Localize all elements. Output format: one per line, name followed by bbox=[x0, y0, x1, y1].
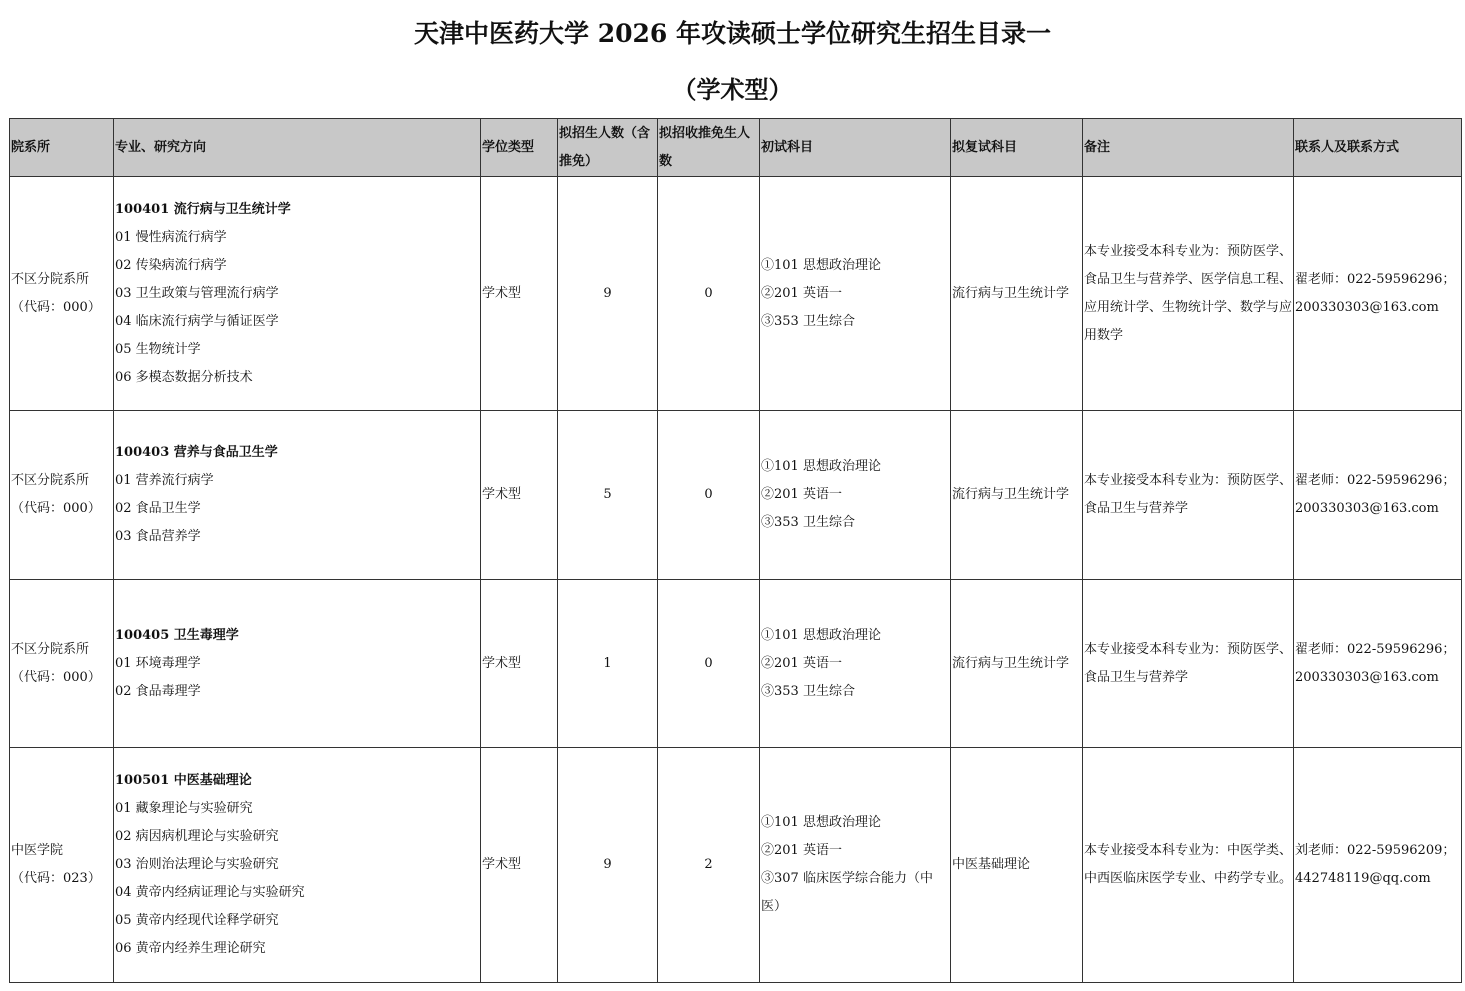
planned-count-cell: 9 bbox=[558, 748, 658, 983]
remarks-text: 本专业接受本科专业为：预防医学、食品卫生与营养学 bbox=[1084, 641, 1293, 685]
contact-cell bbox=[1294, 411, 1462, 580]
research-direction: 01 藏象理论与实验研究 bbox=[115, 801, 253, 816]
exam-subject: ①101 思想政治理论 bbox=[761, 815, 881, 830]
research-direction: 04 临床流行病学与循证医学 bbox=[115, 313, 279, 329]
major-name: 100401 流行病与卫生统计学 bbox=[115, 201, 291, 217]
research-direction: 03 治则治法理论与实验研究 bbox=[115, 857, 279, 872]
research-direction: 05 黄帝内经现代诠释学研究 bbox=[115, 913, 279, 928]
department-cell bbox=[10, 580, 114, 748]
enrollment-catalog-table bbox=[9, 118, 1462, 983]
department-line: 不区分院系所 bbox=[11, 473, 90, 488]
remarks-cell bbox=[1083, 580, 1294, 748]
exam-subject: ②201 英语一 bbox=[761, 487, 842, 502]
department-cell bbox=[10, 748, 114, 983]
exempt-count-cell: 0 bbox=[658, 177, 760, 411]
major-cell bbox=[114, 177, 481, 411]
contact-line: 翟老师：022-59596296； bbox=[1295, 473, 1456, 488]
major-cell bbox=[114, 411, 481, 580]
contact-cell bbox=[1294, 748, 1462, 983]
research-direction: 01 慢性病流行病学 bbox=[115, 229, 227, 245]
exempt-count-cell: 0 bbox=[658, 411, 760, 580]
department-line: （代码：023） bbox=[11, 871, 101, 886]
header-planned: 拟招生人数（含推免） bbox=[558, 119, 658, 177]
contact-line: 442748119@qq.com bbox=[1295, 871, 1431, 886]
exam-subject: ②201 英语一 bbox=[761, 285, 842, 301]
major-name: 100405 卫生毒理学 bbox=[115, 627, 239, 643]
remarks-text: 本专业接受本科专业为：预防医学、食品卫生与营养学 bbox=[1084, 473, 1293, 516]
research-direction: 04 黄帝内经病证理论与实验研究 bbox=[115, 885, 305, 900]
exempt-count-cell: 2 bbox=[658, 748, 760, 983]
research-direction: 06 多模态数据分析技术 bbox=[115, 369, 253, 385]
research-direction: 01 营养流行病学 bbox=[115, 473, 214, 488]
department-cell bbox=[10, 177, 114, 411]
table-row bbox=[10, 177, 1462, 411]
contact-cell bbox=[1294, 177, 1462, 411]
header-retest-subjects: 拟复试科目 bbox=[951, 119, 1083, 177]
exam-subject: ③353 卫生综合 bbox=[761, 515, 855, 530]
contact-cell bbox=[1294, 580, 1462, 748]
degree-type-cell: 学术型 bbox=[481, 411, 558, 580]
research-direction: 02 传染病流行病学 bbox=[115, 257, 227, 273]
research-direction: 05 生物统计学 bbox=[115, 341, 201, 357]
department-cell bbox=[10, 411, 114, 580]
header-remarks: 备注 bbox=[1083, 119, 1294, 177]
remarks-cell bbox=[1083, 411, 1294, 580]
remarks-cell bbox=[1083, 177, 1294, 411]
exam-subjects-cell bbox=[760, 411, 951, 580]
contact-line: 翟老师：022-59596296； bbox=[1295, 641, 1456, 657]
header-major: 专业、研究方向 bbox=[114, 119, 481, 177]
research-direction: 01 环境毒理学 bbox=[115, 655, 201, 671]
exam-subject: ③353 卫生综合 bbox=[761, 683, 855, 699]
retest-subjects-cell: 流行病与卫生统计学 bbox=[951, 177, 1083, 411]
exam-subject: ③353 卫生综合 bbox=[761, 313, 855, 329]
contact-line: 200330303@163.com bbox=[1295, 299, 1439, 315]
department-line: 不区分院系所 bbox=[11, 641, 90, 657]
planned-count-cell: 1 bbox=[558, 580, 658, 748]
department-line: 不区分院系所 bbox=[11, 271, 90, 287]
department-line: （代码：000） bbox=[11, 501, 101, 516]
degree-type-cell: 学术型 bbox=[481, 748, 558, 983]
page-title: 天津中医药大学 2026 年攻读硕士学位研究生招生目录一 bbox=[414, 19, 1051, 48]
major-name: 100501 中医基础理论 bbox=[115, 773, 252, 788]
remarks-cell bbox=[1083, 748, 1294, 983]
planned-count-cell: 9 bbox=[558, 177, 658, 411]
exam-subject: ②201 英语一 bbox=[761, 843, 842, 858]
header-exempt: 拟招收推免生人数 bbox=[658, 119, 760, 177]
department-line: （代码：000） bbox=[11, 669, 101, 685]
planned-count-cell: 5 bbox=[558, 411, 658, 580]
exempt-count-cell: 0 bbox=[658, 580, 760, 748]
header-contact: 联系人及联系方式 bbox=[1294, 119, 1462, 177]
retest-subjects-cell: 流行病与卫生统计学 bbox=[951, 580, 1083, 748]
degree-type-cell: 学术型 bbox=[481, 580, 558, 748]
contact-line: 200330303@163.com bbox=[1295, 501, 1439, 516]
exam-subjects-cell bbox=[760, 748, 951, 983]
header-exam-subjects: 初试科目 bbox=[760, 119, 951, 177]
table-row bbox=[10, 580, 1462, 748]
research-direction: 02 病因病机理论与实验研究 bbox=[115, 829, 279, 844]
header-department: 院系所 bbox=[10, 119, 114, 177]
exam-subject: ②201 英语一 bbox=[761, 655, 842, 671]
table-row bbox=[10, 411, 1462, 580]
major-cell bbox=[114, 748, 481, 983]
header-degree-type: 学位类型 bbox=[481, 119, 558, 177]
page-subtitle: （学术型） bbox=[672, 75, 793, 104]
table-row bbox=[10, 748, 1462, 983]
major-name: 100403 营养与食品卫生学 bbox=[115, 445, 278, 460]
degree-type-cell: 学术型 bbox=[481, 177, 558, 411]
remarks-text: 本专业接受本科专业为：中医学类、中西医临床医学专业、中药学专业。 bbox=[1084, 843, 1293, 886]
major-cell bbox=[114, 580, 481, 748]
research-direction: 03 卫生政策与管理流行病学 bbox=[115, 285, 279, 301]
research-direction: 03 食品营养学 bbox=[115, 529, 201, 544]
research-direction: 06 黄帝内经养生理论研究 bbox=[115, 941, 266, 956]
exam-subject: ①101 思想政治理论 bbox=[761, 459, 881, 474]
exam-subjects-cell bbox=[760, 580, 951, 748]
exam-subject: ①101 思想政治理论 bbox=[761, 257, 881, 273]
contact-line: 刘老师：022-59596209； bbox=[1295, 843, 1456, 858]
retest-subjects-cell: 中医基础理论 bbox=[951, 748, 1083, 983]
research-direction: 02 食品卫生学 bbox=[115, 501, 201, 516]
department-line: （代码：000） bbox=[11, 299, 101, 315]
table-header-row bbox=[10, 119, 1462, 177]
retest-subjects-cell: 流行病与卫生统计学 bbox=[951, 411, 1083, 580]
contact-line: 200330303@163.com bbox=[1295, 669, 1439, 685]
remarks-text: 本专业接受本科专业为：预防医学、食品卫生与营养学、医学信息工程、应用统计学、生物统计学、数学与应用数学 bbox=[1084, 243, 1293, 343]
research-direction: 02 食品毒理学 bbox=[115, 683, 201, 699]
contact-line: 翟老师：022-59596296； bbox=[1295, 271, 1456, 287]
exam-subjects-cell bbox=[760, 177, 951, 411]
exam-subject: ①101 思想政治理论 bbox=[761, 627, 881, 643]
exam-subject: ③307 临床医学综合能力（中医） bbox=[761, 871, 933, 914]
department-line: 中医学院 bbox=[11, 843, 64, 858]
